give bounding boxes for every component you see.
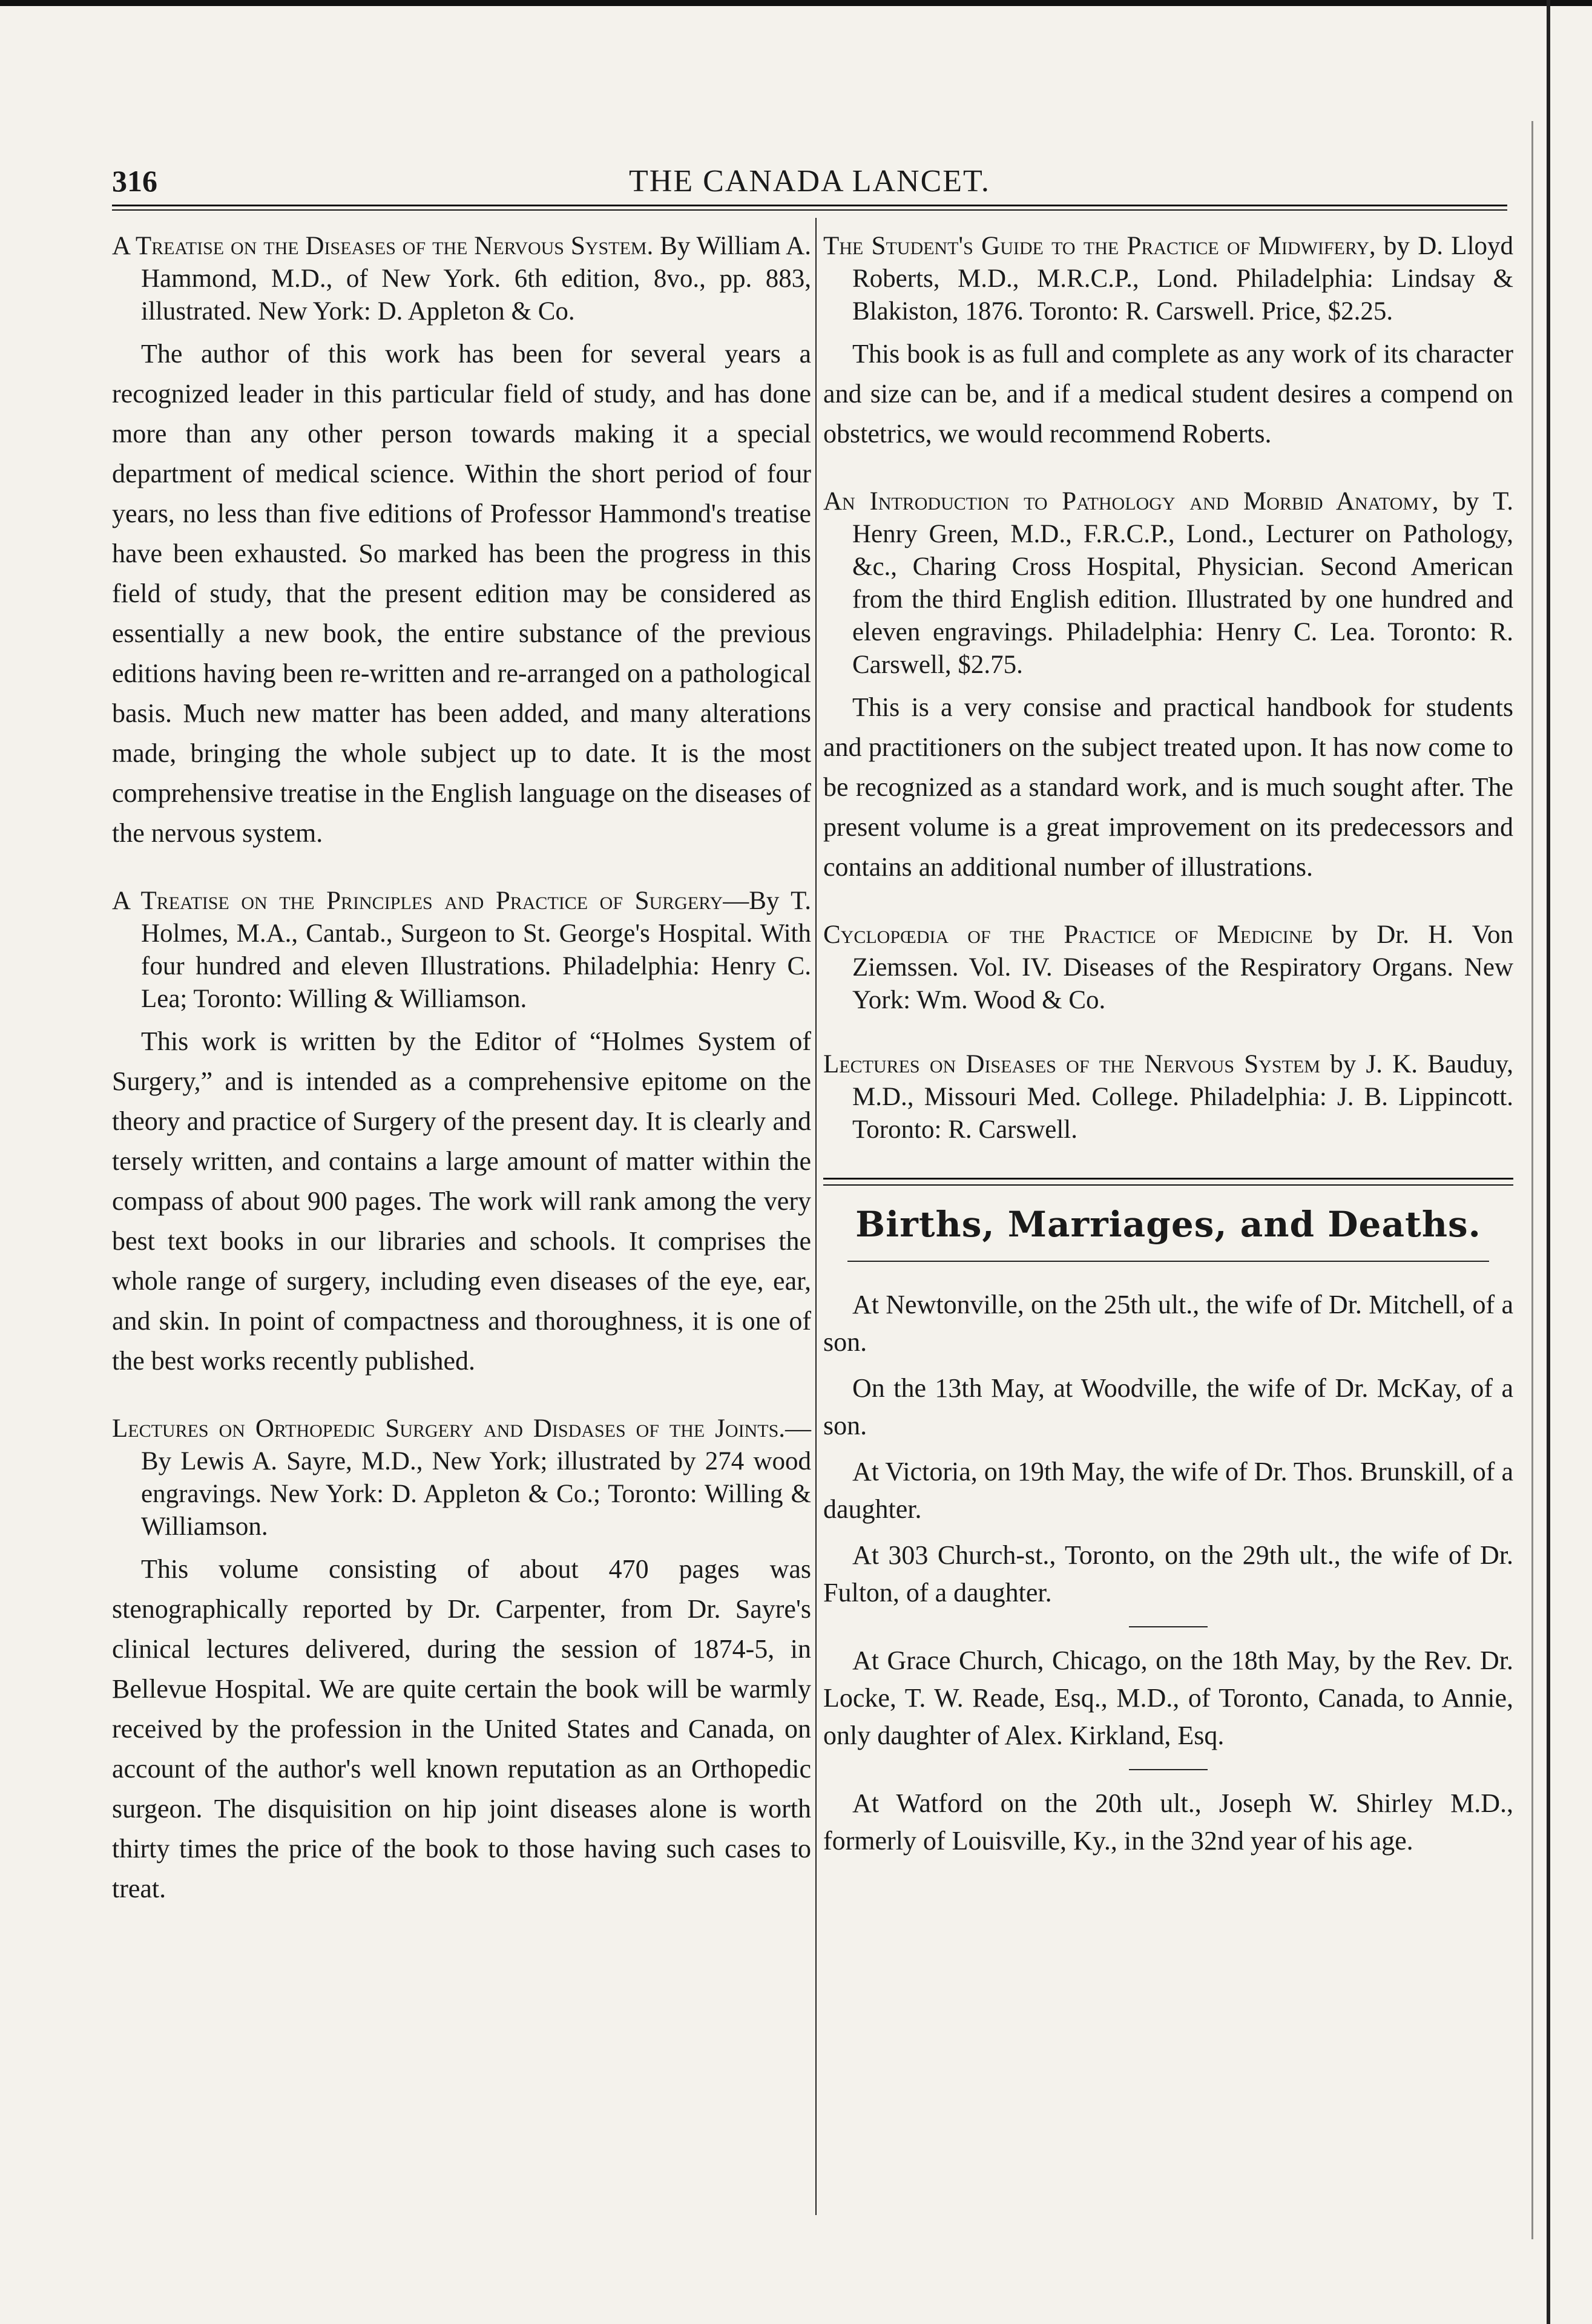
separator-rule — [1129, 1769, 1208, 1770]
section-title: Births, Marriages, and Deaths. — [855, 1204, 1481, 1245]
page-right-edge — [1547, 0, 1550, 2324]
book-title: A Treatise on the Principles and Practice of Surgery — [112, 887, 723, 915]
book-details: —By T. Holmes, M.A., Cantab., Surgeon to St. George's Hospital. With four hundred and eleven Illustrations. Philadelphia: Henry C. Lea; Toronto: Willing & Williamson. — [141, 887, 812, 1013]
book-title: Lectures on Orthopedic Surgery and Disdases of the Joints. — [112, 1414, 785, 1443]
book-details: by Dr. H. Von Ziemssen. Vol. IV. Diseases of the Respiratory Organs. New York: Wm. Wood & Co. — [852, 921, 1513, 1014]
birth-notice: On the 13th May, at Woodville, the wife of Dr. McKay, of a son. — [823, 1373, 1513, 1440]
header-rule — [112, 205, 1507, 211]
book-title: An Introduction to Pathology and Morbid Anatomy, — [823, 487, 1439, 516]
right-column — [823, 230, 1513, 1868]
book-title: Cyclopœdia of the Practice of Medicine — [823, 921, 1313, 949]
book-heading — [112, 885, 811, 1016]
review-text: The author of this work has been for several years a recognized leader in this particular field of study, and has done more than any other person towards making it a special department of medical science. Within the short period of four years, no less than five editions of Professor Hammond's treatise have been exhausted. So marked has been the progress in this field of study, that the present edition may be considered as essentially a new book, the entire substance of the previous editions having been re-written and re-arranged on a pathological basis. Much new matter has been added, and many alterations made, bringing the whole subject up to date. It is the most comprehensive treatise in the English language on the diseases of the nervous system. — [112, 339, 811, 848]
birth-notice: At Newtonville, on the 25th ult., the wife of Dr. Mitchell, of a son. — [823, 1290, 1513, 1357]
book-review — [112, 230, 811, 853]
birth-notice: At 303 Church-st., Toronto, on the 29th ult., the wife of Dr. Fulton, of a daughter. — [823, 1540, 1513, 1607]
running-head — [112, 163, 1507, 206]
left-column — [112, 230, 811, 1940]
book-review — [823, 230, 1513, 454]
review-text: This book is as full and complete as any work of its character and size can be, and if a medical student desires a compend on obstetrics, we would recommend Roberts. — [823, 339, 1513, 448]
separator-rule — [1129, 1626, 1208, 1627]
page-number: 316 — [112, 164, 157, 198]
book-heading — [112, 230, 811, 328]
book-title: The Student's Guide to the Practice of Midwifery, — [823, 232, 1376, 260]
book-heading — [823, 485, 1513, 681]
title-underline — [847, 1261, 1489, 1262]
page-gutter-shadow — [1531, 121, 1533, 2239]
marriage-notice: At Grace Church, Chicago, on the 18th May, by the Rev. Dr. Locke, T. W. Reade, Esq., M.D., of Toronto, Canada, to Annie, only daughter of Alex. Kirkland, Esq. — [823, 1646, 1513, 1750]
births-list — [823, 1286, 1513, 1612]
review-text: This volume consisting of about 470 pages was stenographically reported by Dr. Carpenter, from Dr. Sayre's clinical lectures delivered, during the session of 1874-5, in Bellevue Hospital. We are quite certain the book will be warmly received by the profession in the United States and Canada, on account of the author's well known reputation as an Orthopedic surgeon. The disquisition on hip joint diseases alone is worth thirty times the price of the book to those having such cases to treat. — [112, 1554, 811, 1903]
column-divider — [815, 218, 817, 2215]
book-review — [112, 885, 811, 1381]
book-details: By William A. Hammond, M.D., of New York. 6th edition, 8vo., pp. 883, illustrated. New York: D. Appleton & Co. — [141, 232, 811, 326]
book-heading — [112, 1413, 811, 1543]
death-notice: At Watford on the 20th ult., Joseph W. Shirley M.D., formerly of Louisville, Ky., in the 32nd year of his age. — [823, 1788, 1513, 1856]
book-notice — [823, 1048, 1513, 1146]
journal-title: THE CANADA LANCET. — [629, 164, 990, 199]
book-title: A Treatise on the Diseases of the Nervous System. — [112, 232, 654, 260]
section-rule — [823, 1178, 1513, 1186]
book-details: by J. K. Bauduy, M.D., Missouri Med. College. Philadelphia: J. B. Lippincott. Toronto: R. Carswell. — [852, 1050, 1514, 1144]
book-heading — [823, 230, 1513, 328]
book-notice — [823, 919, 1513, 1017]
book-review — [823, 485, 1513, 887]
book-heading — [823, 919, 1513, 1017]
book-details: —By Lewis A. Sayre, M.D., New York; illustrated by 274 wood engravings. New York: D. Appleton & Co.; Toronto: Willing & Williamson. — [141, 1414, 811, 1541]
book-details: by T. Henry Green, M.D., F.R.C.P., Lond., Lecturer on Pathology, &c., Charing Cross Hospital, Physician. Second American from the third English edition. Illustrated by one hundred and eleven engravings. Philadelphia: Henry C. Lea. Toronto: R. Carswell, $2.75. — [852, 487, 1513, 679]
review-text: This is a very consise and practical handbook for students and practitioners on the subject treated upon. It has now come to be recognized as a standard work, and is much sought after. The present volume is a great improvement on its predecessors and contains an additional number of illustrations. — [823, 692, 1513, 882]
book-review — [112, 1413, 811, 1909]
book-details: by D. Lloyd Roberts, M.D., M.R.C.P., Lond. Philadelphia: Lindsay & Blakiston, 1876. Toronto: R. Carswell. Price, $2.25. — [852, 232, 1514, 326]
marriages-list — [823, 1642, 1513, 1754]
page-top-edge — [0, 0, 1592, 6]
deaths-list — [823, 1785, 1513, 1860]
birth-notice: At Victoria, on 19th May, the wife of Dr. Thos. Brunskill, of a daughter. — [823, 1457, 1513, 1524]
review-text: This work is written by the Editor of “Holmes System of Surgery,” and is intended as a comprehensive epitome on the theory and practice of Surgery of the present day. It is clearly and tersely written, and contains a large amount of matter within the compass of about 900 pages. The work will rank among the very best text books in our libraries and schools. It comprises the whole range of surgery, including even diseases of the eye, ear, and skin. In point of compactness and thoroughness, it is one of the best works recently published. — [112, 1026, 811, 1376]
book-heading — [823, 1048, 1513, 1146]
book-title: Lectures on Diseases of the Nervous System — [823, 1050, 1320, 1078]
